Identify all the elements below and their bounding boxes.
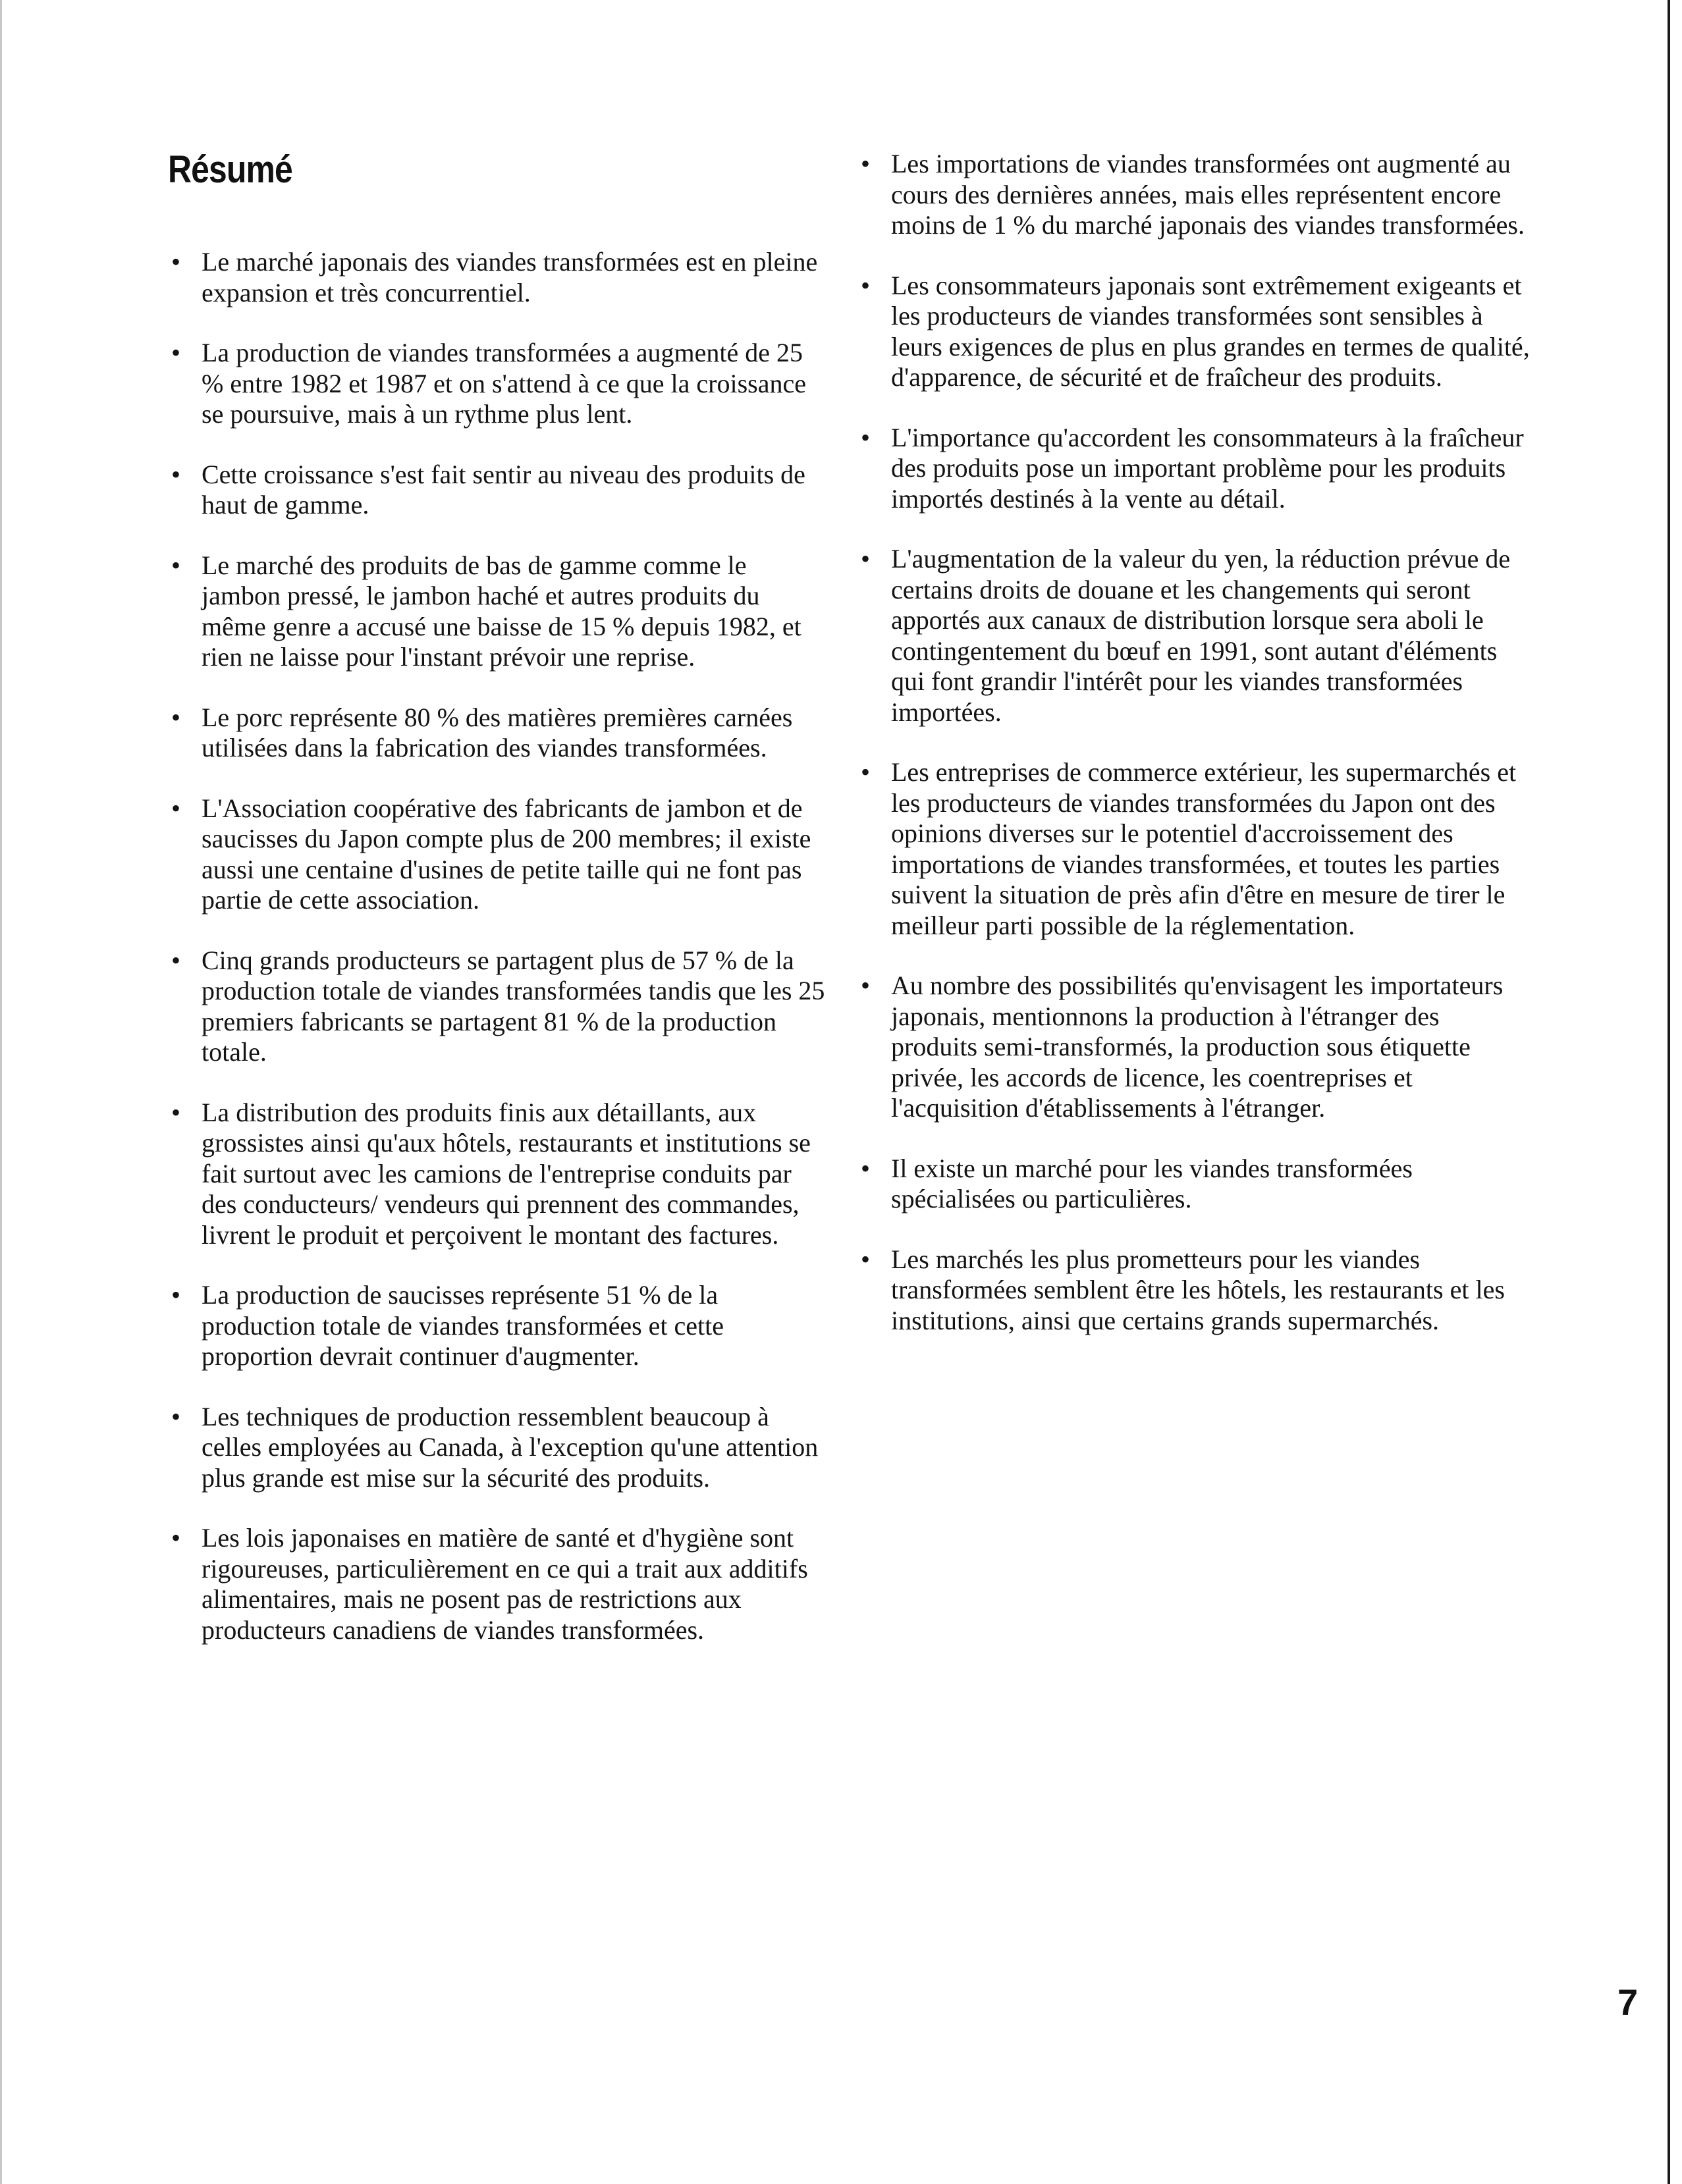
bullet-icon: • bbox=[861, 149, 871, 178]
list-item bbox=[852, 971, 1530, 1124]
list-item-text: La production de saucisses représente 51 % de la production totale de viandes transformées et cette proportion devrait continuer d'augmenter. bbox=[202, 1280, 724, 1371]
page-number: 7 bbox=[1617, 1981, 1639, 2023]
list-item-text: La production de viandes transformées a augmenté de 25 % entre 1982 et 1987 et on s'attend à ce que la croissance se poursuive, mais à un rythme plus lent. bbox=[202, 338, 806, 429]
list-item bbox=[162, 460, 827, 521]
bullet-icon: • bbox=[171, 1523, 181, 1553]
list-item-text: Il existe un marché pour les viandes transformées spécialisées ou particulières. bbox=[891, 1153, 1413, 1213]
list-item bbox=[162, 1098, 827, 1251]
list-item-text: Au nombre des possibilités qu'envisagent les importateurs japonais, mentionnons la production à l'étranger des produits semi-transformés, la production sous étiquette privée, les accords de licence, les coentreprises et l'acquisition d'établissements à l'étranger. bbox=[891, 971, 1504, 1123]
list-item-text: Le marché japonais des viandes transformées est en pleine expansion et très concurrentiel. bbox=[202, 247, 818, 307]
list-item bbox=[162, 338, 827, 430]
list-item-text: Les marchés les plus prometteurs pour les viandes transformées semblent être les hôtels, les restaurants et les institutions, ainsi que certains grands supermarchés. bbox=[891, 1244, 1505, 1335]
list-item-text: Le porc représente 80 % des matières premières carnées utilisées dans la fabrication des viandes transformées. bbox=[202, 702, 793, 762]
list-item-text: L'augmentation de la valeur du yen, la réduction prévue de certains droits de douane et les changements qui seront apportés aux canaux de distribution lorsque sera aboli le contingentement du bœuf en 1991, sont autant d'éléments qui font grandir l'intérêt pour les viandes transformées importées. bbox=[891, 544, 1511, 727]
bullet-icon: • bbox=[861, 971, 871, 1000]
list-item bbox=[852, 544, 1530, 728]
list-item bbox=[162, 946, 827, 1068]
list-item bbox=[162, 703, 827, 764]
bullet-icon: • bbox=[171, 338, 181, 367]
bullet-icon: • bbox=[171, 459, 181, 489]
list-item-text: La distribution des produits finis aux détaillants, aux grossistes ainsi qu'aux hôtels, restaurants et institutions se fait surtout avec les camions de l'entreprise conduits par des conducteurs/ vendeurs qui prennent des commandes, livrent le produit et perçoivent le montant des factures. bbox=[202, 1097, 811, 1250]
list-item bbox=[162, 550, 827, 673]
bullet-icon: • bbox=[861, 1153, 871, 1183]
list-item bbox=[162, 1280, 827, 1372]
list-item-text: L'Association coopérative des fabricants de jambon et de saucisses du Japon compte plus de 200 membres; il existe aussi une centaine d'usines de petite taille qui ne font pas partie de cette association. bbox=[202, 793, 811, 915]
list-item-text: Les lois japonaises en matière de santé et d'hygiène sont rigoureuses, particulièrement en ce qui a trait aux additifs alimentaires, mais ne posent pas de restrictions aux producteurs canadiens de viandes transformées. bbox=[202, 1523, 808, 1645]
right-column-bullet-list bbox=[852, 149, 1530, 1366]
list-item bbox=[162, 1402, 827, 1494]
list-item bbox=[852, 271, 1530, 393]
bullet-icon: • bbox=[171, 247, 181, 277]
bullet-icon: • bbox=[171, 793, 181, 823]
bullet-icon: • bbox=[861, 544, 871, 573]
list-item-text: Cinq grands producteurs se partagent plus de 57 % de la production totale de viandes transformées tandis que les 25 premiers fabricants se partagent 81 % de la production totale. bbox=[202, 945, 825, 1067]
list-item bbox=[852, 1244, 1530, 1337]
list-item-text: Les techniques de production ressemblent beaucoup à celles employées au Canada, à l'exception qu'une attention plus grande est mise sur la sécurité des produits. bbox=[202, 1401, 819, 1493]
list-item-text: Les importations de viandes transformées ont augmenté au cours des dernières années, mais elles représentent encore moins de 1 % du marché japonais des viandes transformées. bbox=[891, 149, 1525, 240]
bullet-icon: • bbox=[861, 422, 871, 452]
scan-right-edge bbox=[1668, 0, 1670, 2184]
bullet-icon: • bbox=[861, 270, 871, 300]
list-item bbox=[852, 149, 1530, 241]
bullet-icon: • bbox=[171, 702, 181, 732]
list-item bbox=[852, 1154, 1530, 1215]
list-item-text: Les entreprises de commerce extérieur, les supermarchés et les producteurs de viandes transformées du Japon ont des opinions diverses sur le potentiel d'accroissement des importations de viandes transformées, et toutes les parties suivent la situation de près afin d'être en mesure de tirer le meilleur parti possible de la réglementation. bbox=[891, 757, 1517, 940]
bullet-icon: • bbox=[171, 550, 181, 580]
bullet-icon: • bbox=[861, 1244, 871, 1274]
list-item bbox=[162, 793, 827, 916]
list-item bbox=[162, 247, 827, 308]
page-title: Résumé bbox=[168, 148, 292, 191]
bullet-icon: • bbox=[171, 945, 181, 975]
list-item-text: Le marché des produits de bas de gamme comme le jambon pressé, le jambon haché et autres produits du même genre a accusé une baisse de 15 % depuis 1982, et rien ne laisse pour l'instant prévoir une reprise. bbox=[202, 550, 801, 672]
scan-left-edge bbox=[0, 0, 2, 2184]
list-item-text: Cette croissance s'est fait sentir au niveau des produits de haut de gamme. bbox=[202, 459, 805, 519]
bullet-icon: • bbox=[861, 757, 871, 787]
list-item-text: L'importance qu'accordent les consommateurs à la fraîcheur des produits pose un important problème pour les produits importés destinés à la vente au détail. bbox=[891, 422, 1524, 514]
bullet-icon: • bbox=[171, 1097, 181, 1127]
list-item bbox=[852, 757, 1530, 941]
list-item-text: Les consommateurs japonais sont extrêmement exigeants et les producteurs de viandes transformées sont sensibles à leurs exigences de plus en plus grandes en termes de qualité, d'apparence, de sécurité et de fraîcheur des produits. bbox=[891, 270, 1530, 392]
list-item bbox=[852, 423, 1530, 515]
left-column-bullet-list bbox=[162, 247, 827, 1675]
list-item bbox=[162, 1523, 827, 1645]
bullet-icon: • bbox=[171, 1280, 181, 1310]
bullet-icon: • bbox=[171, 1401, 181, 1431]
